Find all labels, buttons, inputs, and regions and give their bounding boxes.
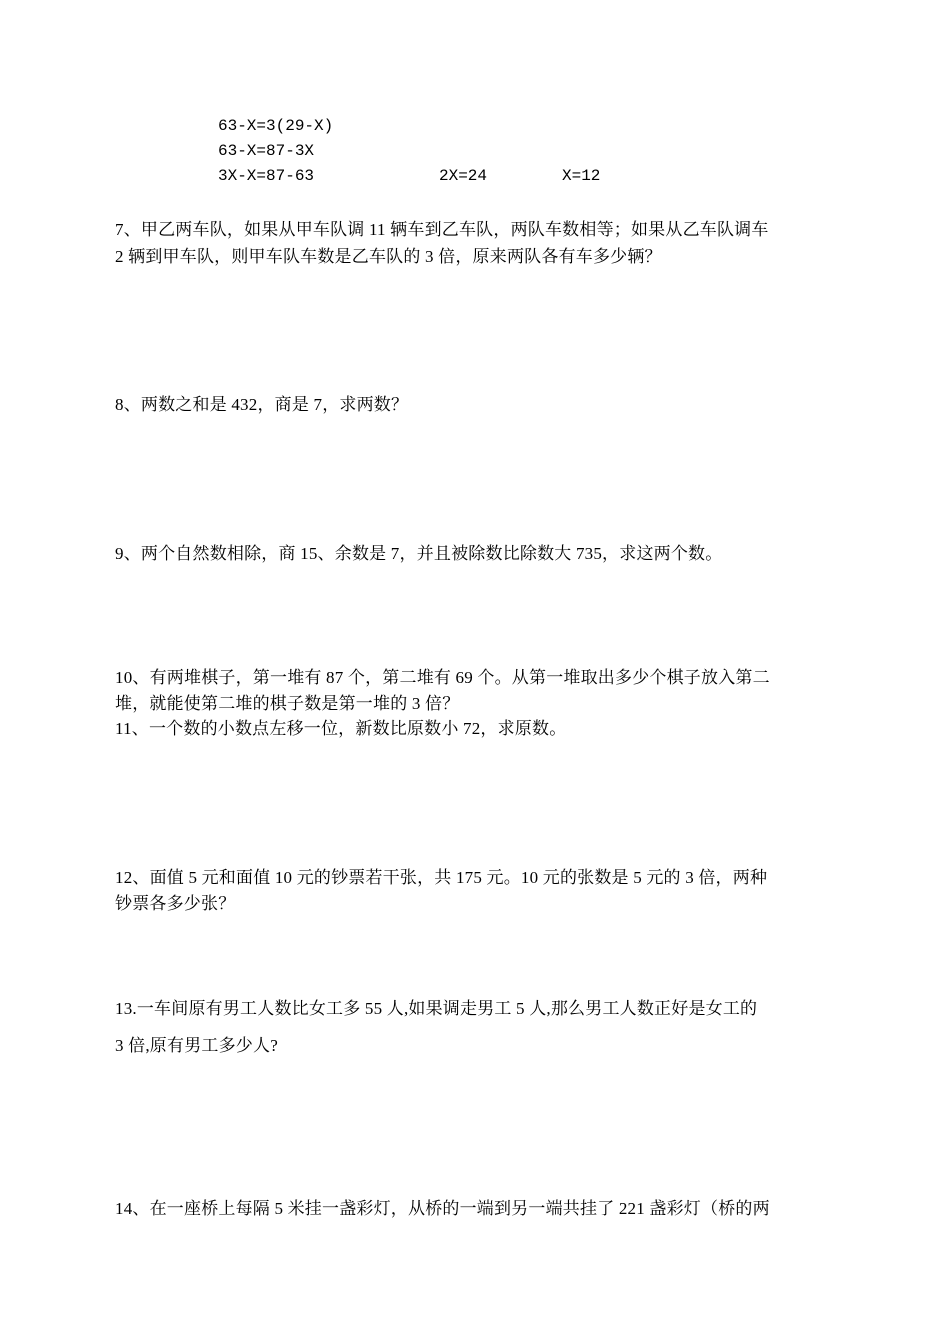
- question-7-line-1: 7、甲乙两车队，如果从甲车队调 11 辆车到乙车队，两队车数相等；如果从乙车队调车: [115, 220, 769, 239]
- question-11: 11、一个数的小数点左移一位，新数比原数小 72，求原数。: [115, 719, 567, 738]
- solution-line-3b: 2X=24: [439, 167, 488, 185]
- question-12-line-1: 12、面值 5 元和面值 10 元的钞票若干张，共 175 元。10 元的张数是 5 元的 3 倍，两种: [115, 868, 768, 887]
- question-13-line-2: 3 倍,原有男工多少人?: [115, 1036, 278, 1055]
- solution-line-1: 63-X=3(29-X): [218, 117, 334, 135]
- question-13-line-1: 13.一车间原有男工人数比女工多 55 人,如果调走男工 5 人,那么男工人数正好是女工的: [115, 999, 758, 1018]
- question-9: 9、两个自然数相除，商 15、余数是 7，并且被除数比除数大 735，求这两个数。: [115, 544, 723, 563]
- question-14-line-1: 14、在一座桥上每隔 5 米挂一盏彩灯，从桥的一端到另一端共挂了 221 盏彩灯（桥的两: [115, 1199, 770, 1218]
- solution-line-2: 63-X=87-3X: [218, 142, 315, 160]
- solution-line-3a: 3X-X=87-63: [218, 167, 315, 185]
- question-12-line-2: 钞票各多少张？: [115, 894, 236, 913]
- question-10-line-2: 堆，就能使第二堆的棋子数是第一堆的 3 倍？: [115, 694, 460, 713]
- question-7-line-2: 2 辆到甲车队，则甲车队车数是乙车队的 3 倍，原来两队各有车多少辆？: [115, 247, 662, 266]
- solution-line-3c: X=12: [562, 167, 601, 185]
- question-8: 8、两数之和是 432，商是 7，求两数？: [115, 395, 409, 414]
- question-10-line-1: 10、有两堆棋子，第一堆有 87 个，第二堆有 69 个。从第一堆取出多少个棋子放入第二: [115, 668, 770, 687]
